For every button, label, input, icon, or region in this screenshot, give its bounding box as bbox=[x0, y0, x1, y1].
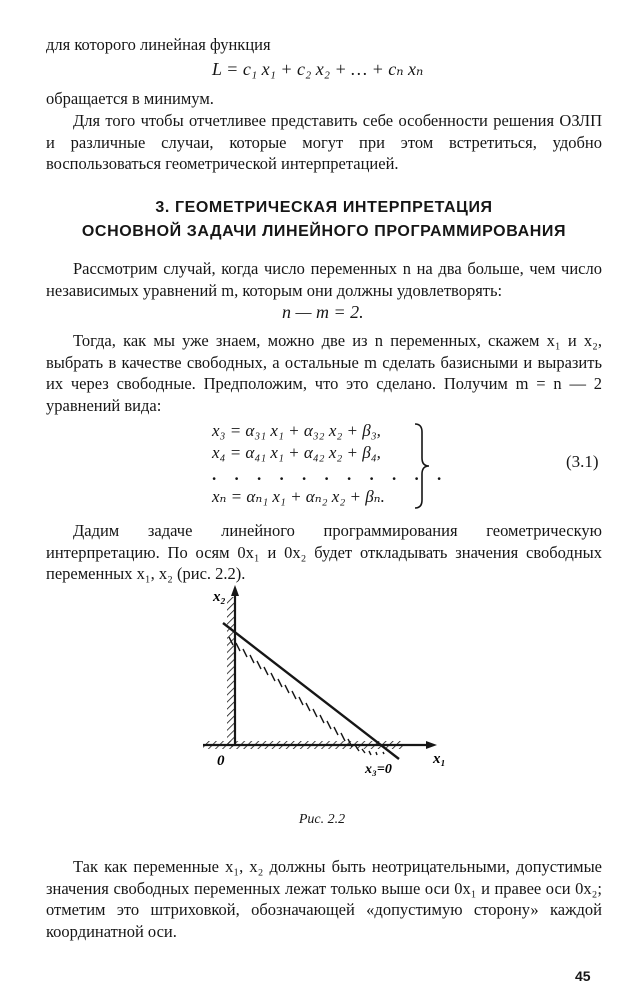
equation-xn: xₙ = αₙ₁ x₁ + αₙ₂ x₂ + βₙ. bbox=[212, 487, 385, 506]
figure-feasible-region bbox=[195, 585, 465, 785]
origin-label: 0 bbox=[217, 753, 225, 769]
equation-dots: . . . . . . . . . . . bbox=[212, 465, 449, 484]
right-brace-icon bbox=[412, 422, 432, 510]
paragraph-nonnegative: Так как переменные x₁, x₂ должны быть неотрицательными, допустимые значения свободных переменных лежат только выше оси 0x₁ и правее оси 0x₂; отметим это штриховкой, обозначающей «допустимую сторону» каждой координатной оси. bbox=[46, 857, 602, 941]
x3-line-hatching bbox=[229, 637, 384, 755]
equation-number: (3.1) bbox=[566, 452, 599, 471]
x3-line-label: x₃=0 bbox=[365, 762, 392, 777]
figure-caption: Рис. 2.2 bbox=[298, 812, 346, 827]
equation-x3: x₃ = α₃₁ x₁ + α₃₂ x₂ + β₃, bbox=[212, 421, 381, 440]
equation-x4: x₄ = α₄₁ x₁ + α₄₂ x₂ + β₄, bbox=[212, 443, 381, 462]
x-axis-arrow-icon bbox=[426, 741, 437, 749]
paragraph-case: Рассмотрим случай, когда число переменных n на два больше, чем число независимых уравнений m, которым они должны удовлетворять: bbox=[46, 259, 602, 300]
section-heading bbox=[46, 196, 602, 244]
page-number: 45 bbox=[575, 968, 591, 984]
formula-n-minus-m: n — m = 2. bbox=[282, 302, 364, 322]
paragraph-interpretation: Дадим задаче линейного программирования геометрическую интерпретацию. По осям 0x₁ и 0x₂ будет откладывать значения свободных переменных x₁, x₂ (рис. 2.2). bbox=[46, 521, 602, 583]
paragraph-geometric-intro: Для того чтобы отчетливее представить себе особенности решения ОЗЛП и различные случаи, которые могут при этом встретиться, удобно воспользоваться геометрической интерпретацией. bbox=[46, 111, 602, 173]
paragraph-then: Тогда, как мы уже знаем, можно две из n переменных, скажем x₁ и x₂, выбрать в качестве свободных, а остальные m сделать базисными и выразить их через свободные. Предположим, что это сделано. Получим m = n — 2 уравнений вида: bbox=[46, 331, 602, 415]
intro-line: для которого линейная функция bbox=[46, 35, 271, 54]
minimum-line: обращается в минимум. bbox=[46, 89, 214, 108]
y-axis-arrow-icon bbox=[231, 585, 239, 596]
section-heading-line1: 3. ГЕОМЕТРИЧЕСКАЯ ИНТЕРПРЕТАЦИЯ bbox=[155, 199, 493, 216]
x3-zero-line bbox=[223, 623, 399, 759]
formula-linear-function: L = c₁ x₁ + c₂ x₂ + … + cₙ xₙ bbox=[212, 59, 424, 79]
y-axis-label: x₂ bbox=[213, 589, 226, 605]
y-axis-hatching bbox=[227, 597, 235, 747]
section-heading-line2: ОСНОВНОЙ ЗАДАЧИ ЛИНЕЙНОГО ПРОГРАММИРОВАНИЯ bbox=[81, 223, 567, 240]
x-axis-label: x₁ bbox=[433, 751, 446, 767]
